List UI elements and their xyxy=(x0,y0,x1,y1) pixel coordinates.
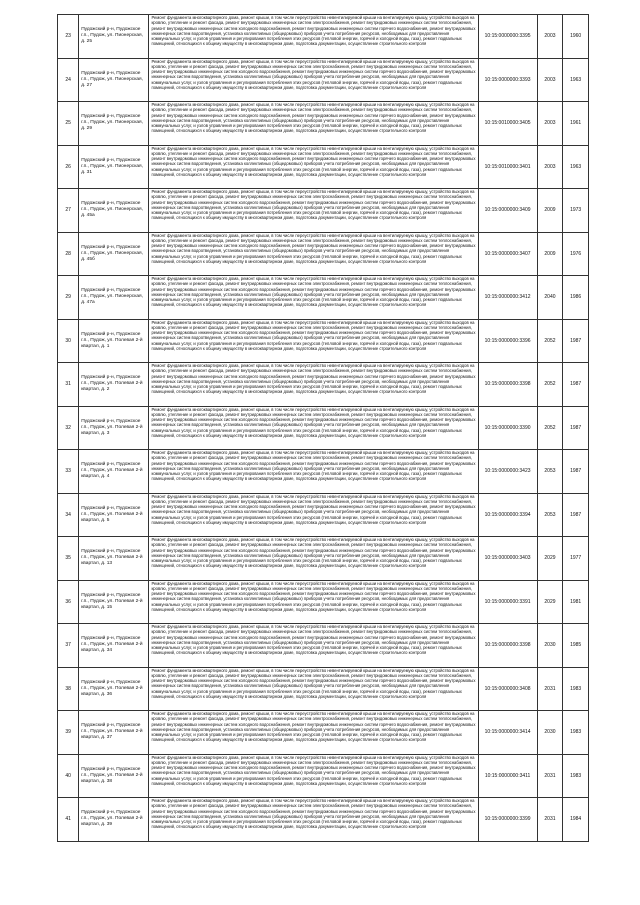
build-year-cell: 1983 xyxy=(563,667,589,711)
works-list-cell xyxy=(149,102,478,146)
address-cell: Пудожский р-н, Пудожское г.п., Пудож, ул. Полевая 2-й квартал, д. 39 xyxy=(79,798,149,842)
row-number-cell: 28 xyxy=(58,232,79,276)
year-cell: 2029 xyxy=(537,537,563,581)
table-row xyxy=(58,450,589,494)
table-row xyxy=(58,754,589,798)
build-year-cell: 1976 xyxy=(563,232,589,276)
cadastral-number-cell: 10:15:0000000:3409 xyxy=(478,189,537,233)
works-text: Ремонт фундамента многоквартирного дома, ремонт крыши, в том числе переустройство невентилируемой крыши на вентилируемую крышу, устройство выходов на кровлю, утепление и ремонт фасада, ремонт внутридомовых инженерных систем электроснабжения, ремонт внутридомовых инженерных систем теплоснабжения, ремонт внутридомовых инженерных систем холодного водоснабжения, ремонт внутридомовых инженерных систем горячего водоснабжения, ремонт внутридомовых инженерных систем водоотведения, установка коллективных (общедомовых) приборов учета потребления ресурсов, необходимых для предоставления коммунальных услуг, и узлов управления и регулирования потребления этих ресурсов (тепловой энергии, горячей и холодной воды, газа), ремонт подвальных помещений, относящихся к общему имуществу в многоквартирном доме, подготовка документации, осуществление строительного контроля xyxy=(151,798,476,830)
works-list-cell xyxy=(149,406,478,450)
year-cell: 2003 xyxy=(537,145,563,189)
works-list-cell xyxy=(149,276,478,320)
year-cell: 2031 xyxy=(537,667,563,711)
year-cell: 2009 xyxy=(537,232,563,276)
cadastral-number-cell: 10:15:0000000:3396 xyxy=(478,319,537,363)
works-list-cell xyxy=(149,189,478,233)
address-cell: Пудожский р-н, Пудожское г.п., Пудож, ул. Полевая 2-й квартал, д. 1 xyxy=(79,319,149,363)
works-text: Ремонт фундамента многоквартирного дома, ремонт крыши, в том числе переустройство невентилируемой крыши на вентилируемую крышу, устройство выходов на кровлю, утепление и ремонт фасада, ремонт внутридомовых инженерных систем электроснабжения, ремонт внутридомовых инженерных систем теплоснабжения, ремонт внутридомовых инженерных систем холодного водоснабжения, ремонт внутридомовых инженерных систем горячего водоснабжения, ремонт внутридомовых инженерных систем водоотведения, установка коллективных (общедомовых) приборов учета потребления ресурсов, необходимых для предоставления коммунальных услуг, и узлов управления и регулирования потребления этих ресурсов (тепловой энергии, горячей и холодной воды, газа), ремонт подвальных помещений, относящихся к общему имуществу в многоквартирном доме, подготовка документации, осуществление строительного контроля xyxy=(151,667,476,699)
table-row xyxy=(58,537,589,581)
address-cell: Пудожский р-н, Пудожское г.п., Пудож, ул. Полевая 2-й квартал, д. 2 xyxy=(79,363,149,407)
table-row xyxy=(58,145,589,189)
row-number-cell: 23 xyxy=(58,15,79,59)
table-row xyxy=(58,406,589,450)
year-cell: 2009 xyxy=(537,189,563,233)
address-cell: Пудожский р-н, Пудожское г.п., Пудож, ул. Полевая 2-й квартал, д. 5 xyxy=(79,493,149,537)
build-year-cell: 1987 xyxy=(563,406,589,450)
works-text: Ремонт фундамента многоквартирного дома, ремонт крыши, в том числе переустройство невентилируемой крыши на вентилируемую крышу, устройство выходов на кровлю, утепление и ремонт фасада, ремонт внутридомовых инженерных систем электроснабжения, ремонт внутридомовых инженерных систем теплоснабжения, ремонт внутридомовых инженерных систем холодного водоснабжения, ремонт внутридомовых инженерных систем горячего водоснабжения, ремонт внутридомовых инженерных систем водоотведения, установка коллективных (общедомовых) приборов учета потребления ресурсов, необходимых для предоставления коммунальных услуг, и узлов управления и регулирования потребления этих ресурсов (тепловой энергии, горячей и холодной воды, газа), ремонт подвальных помещений, относящихся к общему имуществу в многоквартирном доме, подготовка документации, осуществление строительного контроля xyxy=(151,493,476,525)
address-cell: Пудожский р-н, Пудожское г.п., Пудож, ул. Полевая 2-й квартал, д. 34 xyxy=(79,624,149,668)
table-row xyxy=(58,798,589,842)
row-number-cell: 37 xyxy=(58,624,79,668)
year-cell: 2052 xyxy=(537,363,563,407)
address-cell: Пудожский р-н, Пудожское г.п., Пудож, ул. Пионерская, д. 27 xyxy=(79,58,149,102)
table-row xyxy=(58,363,589,407)
works-text: Ремонт фундамента многоквартирного дома, ремонт крыши, в том числе переустройство невентилируемой крыши на вентилируемую крышу, устройство выходов на кровлю, утепление и ремонт фасада, ремонт внутридомовых инженерных систем электроснабжения, ремонт внутридомовых инженерных систем теплоснабжения, ремонт внутридомовых инженерных систем холодного водоснабжения, ремонт внутридомовых инженерных систем горячего водоснабжения, ремонт внутридомовых инженерных систем водоотведения, установка коллективных (общедомовых) приборов учета потребления ресурсов, необходимых для предоставления коммунальных услуг, и узлов управления и регулирования потребления этих ресурсов (тепловой энергии, горячей и холодной воды, газа), ремонт подвальных помещений, относящихся к общему имуществу в многоквартирном доме, подготовка документации, осуществление строительного контроля xyxy=(151,232,476,264)
cadastral-number-cell: 10:15:0000000:3411 xyxy=(478,754,537,798)
works-list-cell xyxy=(149,493,478,537)
row-number-cell: 41 xyxy=(58,798,79,842)
works-list-cell xyxy=(149,624,478,668)
build-year-cell: 1986 xyxy=(563,276,589,320)
build-year-cell: 1981 xyxy=(563,580,589,624)
table-row xyxy=(58,667,589,711)
cadastral-number-cell: 10:15:0000000:3393 xyxy=(478,58,537,102)
works-text: Ремонт фундамента многоквартирного дома, ремонт крыши, в том числе переустройство невентилируемой крыши на вентилируемую крышу, устройство выходов на кровлю, утепление и ремонт фасада, ремонт внутридомовых инженерных систем электроснабжения, ремонт внутридомовых инженерных систем теплоснабжения, ремонт внутридомовых инженерных систем холодного водоснабжения, ремонт внутридомовых инженерных систем горячего водоснабжения, ремонт внутридомовых инженерных систем водоотведения, установка коллективных (общедомовых) приборов учета потребления ресурсов, необходимых для предоставления коммунальных услуг, и узлов управления и регулирования потребления этих ресурсов (тепловой энергии, горячей и холодной воды, газа), ремонт подвальных помещений, относящихся к общему имуществу в многоквартирном доме, подготовка документации, осуществление строительного контроля xyxy=(151,189,476,221)
year-cell: 2003 xyxy=(537,58,563,102)
housing-register-body xyxy=(58,15,589,842)
build-year-cell: 1984 xyxy=(563,798,589,842)
cadastral-number-cell: 10:15:0000000:3399 xyxy=(478,798,537,842)
row-number-cell: 40 xyxy=(58,754,79,798)
cadastral-number-cell: 10:15:0000000:3423 xyxy=(478,450,537,494)
cadastral-number-cell: 10:15:0000000:3398 xyxy=(478,624,537,668)
works-list-cell xyxy=(149,58,478,102)
year-cell: 2053 xyxy=(537,450,563,494)
address-cell: Пудожский р-н, Пудожское г.п., Пудож, ул. Полевая 2-й квартал, д. 15 xyxy=(79,580,149,624)
works-list-cell xyxy=(149,450,478,494)
row-number-cell: 33 xyxy=(58,450,79,494)
address-cell: Пудожский р-н, Пудожское г.п., Пудож, ул. Пионерская, д. 47а xyxy=(79,276,149,320)
cadastral-number-cell: 10:15:0000000:3395 xyxy=(478,15,537,59)
build-year-cell: 1960 xyxy=(563,15,589,59)
cadastral-number-cell: 10:15:0000000:3391 xyxy=(478,580,537,624)
works-text: Ремонт фундамента многоквартирного дома, ремонт крыши, в том числе переустройство невентилируемой крыши на вентилируемую крышу, устройство выходов на кровлю, утепление и ремонт фасада, ремонт внутридомовых инженерных систем электроснабжения, ремонт внутридомовых инженерных систем теплоснабжения, ремонт внутридомовых инженерных систем холодного водоснабжения, ремонт внутридомовых инженерных систем горячего водоснабжения, ремонт внутридомовых инженерных систем водоотведения, установка коллективных (общедомовых) приборов учета потребления ресурсов, необходимых для предоставления коммунальных услуг, и узлов управления и регулирования потребления этих ресурсов (тепловой энергии, горячей и холодной воды, газа), ремонт подвальных помещений, относящихся к общему имуществу в многоквартирном доме, подготовка документации, осуществление строительного контроля xyxy=(151,754,476,786)
table-row xyxy=(58,711,589,755)
year-cell: 2030 xyxy=(537,711,563,755)
works-list-cell xyxy=(149,145,478,189)
works-list-cell xyxy=(149,363,478,407)
build-year-cell: 1963 xyxy=(563,58,589,102)
works-text: Ремонт фундамента многоквартирного дома, ремонт крыши, в том числе переустройство невентилируемой крыши на вентилируемую крышу, устройство выходов на кровлю, утепление и ремонт фасада, ремонт внутридомовых инженерных систем электроснабжения, ремонт внутридомовых инженерных систем теплоснабжения, ремонт внутридомовых инженерных систем холодного водоснабжения, ремонт внутридомовых инженерных систем горячего водоснабжения, ремонт внутридомовых инженерных систем водоотведения, установка коллективных (общедомовых) приборов учета потребления ресурсов, необходимых для предоставления коммунальных услуг, и узлов управления и регулирования потребления этих ресурсов (тепловой энергии, горячей и холодной воды, газа), ремонт подвальных помещений, относящихся к общему имуществу в многоквартирном доме, подготовка документации, осуществление строительного контроля xyxy=(151,58,476,90)
build-year-cell: 1963 xyxy=(563,145,589,189)
year-cell: 2029 xyxy=(537,580,563,624)
row-number-cell: 36 xyxy=(58,580,79,624)
cadastral-number-cell: 10:15:0000000:3408 xyxy=(478,667,537,711)
build-year-cell: 1961 xyxy=(563,102,589,146)
year-cell: 2053 xyxy=(537,493,563,537)
address-cell: Пудожский р-н, Пудожское г.п., Пудож, ул. Полевая 2-й квартал, д. 36 xyxy=(79,667,149,711)
works-text: Ремонт фундамента многоквартирного дома, ремонт крыши, в том числе переустройство невентилируемой крыши на вентилируемую крышу, устройство выходов на кровлю, утепление и ремонт фасада, ремонт внутридомовых инженерных систем электроснабжения, ремонт внутридомовых инженерных систем теплоснабжения, ремонт внутридомовых инженерных систем холодного водоснабжения, ремонт внутридомовых инженерных систем горячего водоснабжения, ремонт внутридомовых инженерных систем водоотведения, установка коллективных (общедомовых) приборов учета потребления ресурсов, необходимых для предоставления коммунальных услуг, и узлов управления и регулирования потребления этих ресурсов (тепловой энергии, горячей и холодной воды, газа), ремонт подвальных помещений, относящихся к общему имуществу в многоквартирном доме, подготовка документации, осуществление строительного контроля xyxy=(151,450,476,482)
row-number-cell: 39 xyxy=(58,711,79,755)
table-row xyxy=(58,580,589,624)
cadastral-number-cell: 10:15:0000000:3414 xyxy=(478,711,537,755)
cadastral-number-cell: 10:15:0000000:3403 xyxy=(478,537,537,581)
row-number-cell: 25 xyxy=(58,102,79,146)
year-cell: 2052 xyxy=(537,406,563,450)
row-number-cell: 34 xyxy=(58,493,79,537)
works-text: Ремонт фундамента многоквартирного дома, ремонт крыши, в том числе переустройство невентилируемой крыши на вентилируемую крышу, устройство выходов на кровлю, утепление и ремонт фасада, ремонт внутридомовых инженерных систем электроснабжения, ремонт внутридомовых инженерных систем теплоснабжения, ремонт внутридомовых инженерных систем холодного водоснабжения, ремонт внутридомовых инженерных систем горячего водоснабжения, ремонт внутридомовых инженерных систем водоотведения, установка коллективных (общедомовых) приборов учета потребления ресурсов, необходимых для предоставления коммунальных услуг, и узлов управления и регулирования потребления этих ресурсов (тепловой энергии, горячей и холодной воды, газа), ремонт подвальных помещений, относящихся к общему имуществу в многоквартирном доме, подготовка документации, осуществление строительного контроля xyxy=(151,319,476,351)
cadastral-number-cell: 10:15:0000000:3412 xyxy=(478,276,537,320)
works-list-cell xyxy=(149,580,478,624)
cadastral-number-cell: 10:15:0000000:3407 xyxy=(478,232,537,276)
address-cell: Пудожский р-н, Пудожское г.п., Пудож, ул. Полевая 2-й квартал, д. 37 xyxy=(79,711,149,755)
address-cell: Пудожский р-н, Пудожское г.п., Пудож, ул. Полевая 2-й квартал, д. 3 xyxy=(79,406,149,450)
build-year-cell: 1985 xyxy=(563,624,589,668)
works-list-cell xyxy=(149,667,478,711)
works-text: Ремонт фундамента многоквартирного дома, ремонт крыши, в том числе переустройство невентилируемой крыши на вентилируемую крышу, устройство выходов на кровлю, утепление и ремонт фасада, ремонт внутридомовых инженерных систем электроснабжения, ремонт внутридомовых инженерных систем теплоснабжения, ремонт внутридомовых инженерных систем холодного водоснабжения, ремонт внутридомовых инженерных систем горячего водоснабжения, ремонт внутридомовых инженерных систем водоотведения, установка коллективных (общедомовых) приборов учета потребления ресурсов, необходимых для предоставления коммунальных услуг, и узлов управления и регулирования потребления этих ресурсов (тепловой энергии, горячей и холодной воды, газа), ремонт подвальных помещений, относящихся к общему имуществу в многоквартирном доме, подготовка документации, осуществление строительного контроля xyxy=(151,406,476,438)
table-row xyxy=(58,15,589,59)
address-cell: Пудожский р-н, Пудожское г.п., Пудож, ул. Пионерская, д. 45б xyxy=(79,232,149,276)
address-cell: Пудожский р-н, Пудожское г.п., Пудож, ул. Пионерская, д. 31 xyxy=(79,145,149,189)
year-cell: 2040 xyxy=(537,276,563,320)
works-list-cell xyxy=(149,754,478,798)
address-cell: Пудожский р-н, Пудожское г.п., Пудож, ул. Пионерская, д. 29 xyxy=(79,102,149,146)
row-number-cell: 35 xyxy=(58,537,79,581)
row-number-cell: 30 xyxy=(58,319,79,363)
year-cell: 2052 xyxy=(537,319,563,363)
build-year-cell: 1987 xyxy=(563,493,589,537)
works-list-cell xyxy=(149,319,478,363)
works-text: Ремонт фундамента многоквартирного дома, ремонт крыши, в том числе переустройство невентилируемой крыши на вентилируемую крышу, устройство выходов на кровлю, утепление и ремонт фасада, ремонт внутридомовых инженерных систем электроснабжения, ремонт внутридомовых инженерных систем теплоснабжения, ремонт внутридомовых инженерных систем холодного водоснабжения, ремонт внутридомовых инженерных систем горячего водоснабжения, ремонт внутридомовых инженерных систем водоотведения, установка коллективных (общедомовых) приборов учета потребления ресурсов, необходимых для предоставления коммунальных услуг, и узлов управления и регулирования потребления этих ресурсов (тепловой энергии, горячей и холодной воды, газа), ремонт подвальных помещений, относящихся к общему имуществу в многоквартирном доме, подготовка документации, осуществление строительного контроля xyxy=(151,580,476,612)
address-cell: Пудожский р-н, Пудожское г.п., Пудож, ул. Полевая 2-й квартал, д. 4 xyxy=(79,450,149,494)
table-row xyxy=(58,276,589,320)
build-year-cell: 1983 xyxy=(563,711,589,755)
address-cell: Пудожский р-н, Пудожское г.п., Пудож, ул. Пионерская, д. 25 xyxy=(79,15,149,59)
address-cell: Пудожский р-н, Пудожское г.п., Пудож, ул. Полевая 2-й квартал, д. 13 xyxy=(79,537,149,581)
works-text: Ремонт фундамента многоквартирного дома, ремонт крыши, в том числе переустройство невентилируемой крыши на вентилируемую крышу, устройство выходов на кровлю, утепление и ремонт фасада, ремонт внутридомовых инженерных систем электроснабжения, ремонт внутридомовых инженерных систем теплоснабжения, ремонт внутридомовых инженерных систем холодного водоснабжения, ремонт внутридомовых инженерных систем горячего водоснабжения, ремонт внутридомовых инженерных систем водоотведения, установка коллективных (общедомовых) приборов учета потребления ресурсов, необходимых для предоставления коммунальных услуг, и узлов управления и регулирования потребления этих ресурсов (тепловой энергии, горячей и холодной воды, газа), ремонт подвальных помещений, относящихся к общему имуществу в многоквартирном доме, подготовка документации, осуществление строительного контроля xyxy=(151,145,476,177)
build-year-cell: 1983 xyxy=(563,754,589,798)
works-text: Ремонт фундамента многоквартирного дома, ремонт крыши, в том числе переустройство невентилируемой крыши на вентилируемую крышу, устройство выходов на кровлю, утепление и ремонт фасада, ремонт внутридомовых инженерных систем электроснабжения, ремонт внутридомовых инженерных систем теплоснабжения, ремонт внутридомовых инженерных систем холодного водоснабжения, ремонт внутридомовых инженерных систем горячего водоснабжения, ремонт внутридомовых инженерных систем водоотведения, установка коллективных (общедомовых) приборов учета потребления ресурсов, необходимых для предоставления коммунальных услуг, и узлов управления и регулирования потребления этих ресурсов (тепловой энергии, горячей и холодной воды, газа), ремонт подвальных помещений, относящихся к общему имуществу в многоквартирном доме, подготовка документации, осуществление строительного контроля xyxy=(151,363,476,395)
works-text: Ремонт фундамента многоквартирного дома, ремонт крыши, в том числе переустройство невентилируемой крыши на вентилируемую крышу, устройство выходов на кровлю, утепление и ремонт фасада, ремонт внутридомовых инженерных систем электроснабжения, ремонт внутридомовых инженерных систем теплоснабжения, ремонт внутридомовых инженерных систем холодного водоснабжения, ремонт внутридомовых инженерных систем горячего водоснабжения, ремонт внутридомовых инженерных систем водоотведения, установка коллективных (общедомовых) приборов учета потребления ресурсов, необходимых для предоставления коммунальных услуг, и узлов управления и регулирования потребления этих ресурсов (тепловой энергии, горячей и холодной воды, газа), ремонт подвальных помещений, относящихся к общему имуществу в многоквартирном доме, подготовка документации, осуществление строительного контроля xyxy=(151,711,476,743)
build-year-cell: 1987 xyxy=(563,363,589,407)
works-list-cell xyxy=(149,798,478,842)
cadastral-number-cell: 10:15:0010000:3405 xyxy=(478,102,537,146)
works-text: Ремонт фундамента многоквартирного дома, ремонт крыши, в том числе переустройство невентилируемой крыши на вентилируемую крышу, устройство выходов на кровлю, утепление и ремонт фасада, ремонт внутридомовых инженерных систем электроснабжения, ремонт внутридомовых инженерных систем теплоснабжения, ремонт внутридомовых инженерных систем холодного водоснабжения, ремонт внутридомовых инженерных систем горячего водоснабжения, ремонт внутридомовых инженерных систем водоотведения, установка коллективных (общедомовых) приборов учета потребления ресурсов, необходимых для предоставления коммунальных услуг, и узлов управления и регулирования потребления этих ресурсов (тепловой энергии, горячей и холодной воды, газа), ремонт подвальных помещений, относящихся к общему имуществу в многоквартирном доме, подготовка документации, осуществление строительного контроля xyxy=(151,537,476,569)
row-number-cell: 24 xyxy=(58,58,79,102)
cadastral-number-cell: 10:15:0000000:3398 xyxy=(478,363,537,407)
year-cell: 2003 xyxy=(537,102,563,146)
works-list-cell xyxy=(149,232,478,276)
row-number-cell: 32 xyxy=(58,406,79,450)
works-list-cell xyxy=(149,711,478,755)
works-text: Ремонт фундамента многоквартирного дома, ремонт крыши, в том числе переустройство невентилируемой крыши на вентилируемую крышу, устройство выходов на кровлю, утепление и ремонт фасада, ремонт внутридомовых инженерных систем электроснабжения, ремонт внутридомовых инженерных систем теплоснабжения, ремонт внутридомовых инженерных систем холодного водоснабжения, ремонт внутридомовых инженерных систем горячего водоснабжения, ремонт внутридомовых инженерных систем водоотведения, установка коллективных (общедомовых) приборов учета потребления ресурсов, необходимых для предоставления коммунальных услуг, и узлов управления и регулирования потребления этих ресурсов (тепловой энергии, горячей и холодной воды, газа), ремонт подвальных помещений, относящихся к общему имуществу в многоквартирном доме, подготовка документации, осуществление строительного контроля xyxy=(151,276,476,308)
housing-register-table xyxy=(57,14,589,842)
row-number-cell: 27 xyxy=(58,189,79,233)
row-number-cell: 38 xyxy=(58,667,79,711)
table-row xyxy=(58,58,589,102)
build-year-cell: 1987 xyxy=(563,450,589,494)
table-row xyxy=(58,493,589,537)
build-year-cell: 1987 xyxy=(563,319,589,363)
year-cell: 2030 xyxy=(537,624,563,668)
row-number-cell: 29 xyxy=(58,276,79,320)
works-text: Ремонт фундамента многоквартирного дома, ремонт крыши, в том числе переустройство невентилируемой крыши на вентилируемую крышу, устройство выходов на кровлю, утепление и ремонт фасада, ремонт внутридомовых инженерных систем электроснабжения, ремонт внутридомовых инженерных систем теплоснабжения, ремонт внутридомовых инженерных систем холодного водоснабжения, ремонт внутридомовых инженерных систем горячего водоснабжения, ремонт внутридомовых инженерных систем водоотведения, установка коллективных (общедомовых) приборов учета потребления ресурсов, необходимых для предоставления коммунальных услуг, и узлов управления и регулирования потребления этих ресурсов (тепловой энергии, горячей и холодной воды, газа), ремонт подвальных помещений, относящихся к общему имуществу в многоквартирном доме, подготовка документации, осуществление строительного контроля xyxy=(151,15,476,47)
cadastral-number-cell: 10:15:0000000:3390 xyxy=(478,406,537,450)
year-cell: 2031 xyxy=(537,798,563,842)
row-number-cell: 26 xyxy=(58,145,79,189)
build-year-cell: 1977 xyxy=(563,537,589,581)
table-row xyxy=(58,102,589,146)
works-text: Ремонт фундамента многоквартирного дома, ремонт крыши, в том числе переустройство невентилируемой крыши на вентилируемую крышу, устройство выходов на кровлю, утепление и ремонт фасада, ремонт внутридомовых инженерных систем электроснабжения, ремонт внутридомовых инженерных систем теплоснабжения, ремонт внутридомовых инженерных систем холодного водоснабжения, ремонт внутридомовых инженерных систем горячего водоснабжения, ремонт внутридомовых инженерных систем водоотведения, установка коллективных (общедомовых) приборов учета потребления ресурсов, необходимых для предоставления коммунальных услуг, и узлов управления и регулирования потребления этих ресурсов (тепловой энергии, горячей и холодной воды, газа), ремонт подвальных помещений, относящихся к общему имуществу в многоквартирном доме, подготовка документации, осуществление строительного контроля xyxy=(151,102,476,134)
table-row xyxy=(58,189,589,233)
address-cell: Пудожский р-н, Пудожское г.п., Пудож, ул. Полевая 2-й квартал, д. 38 xyxy=(79,754,149,798)
build-year-cell: 1973 xyxy=(563,189,589,233)
cadastral-number-cell: 10:15:0010000:3401 xyxy=(478,145,537,189)
table-row xyxy=(58,232,589,276)
works-list-cell xyxy=(149,537,478,581)
year-cell: 2031 xyxy=(537,754,563,798)
cadastral-number-cell: 10:15:0000000:3394 xyxy=(478,493,537,537)
year-cell: 2003 xyxy=(537,15,563,59)
works-list-cell xyxy=(149,15,478,59)
table-row xyxy=(58,319,589,363)
row-number-cell: 31 xyxy=(58,363,79,407)
works-text: Ремонт фундамента многоквартирного дома, ремонт крыши, в том числе переустройство невентилируемой крыши на вентилируемую крышу, устройство выходов на кровлю, утепление и ремонт фасада, ремонт внутридомовых инженерных систем электроснабжения, ремонт внутридомовых инженерных систем теплоснабжения, ремонт внутридомовых инженерных систем холодного водоснабжения, ремонт внутридомовых инженерных систем горячего водоснабжения, ремонт внутридомовых инженерных систем водоотведения, установка коллективных (общедомовых) приборов учета потребления ресурсов, необходимых для предоставления коммунальных услуг, и узлов управления и регулирования потребления этих ресурсов (тепловой энергии, горячей и холодной воды, газа), ремонт подвальных помещений, относящихся к общему имуществу в многоквартирном доме, подготовка документации, осуществление строительного контроля xyxy=(151,624,476,656)
table-row xyxy=(58,624,589,668)
address-cell: Пудожский р-н, Пудожское г.п., Пудож, ул. Пионерская, д. 45а xyxy=(79,189,149,233)
